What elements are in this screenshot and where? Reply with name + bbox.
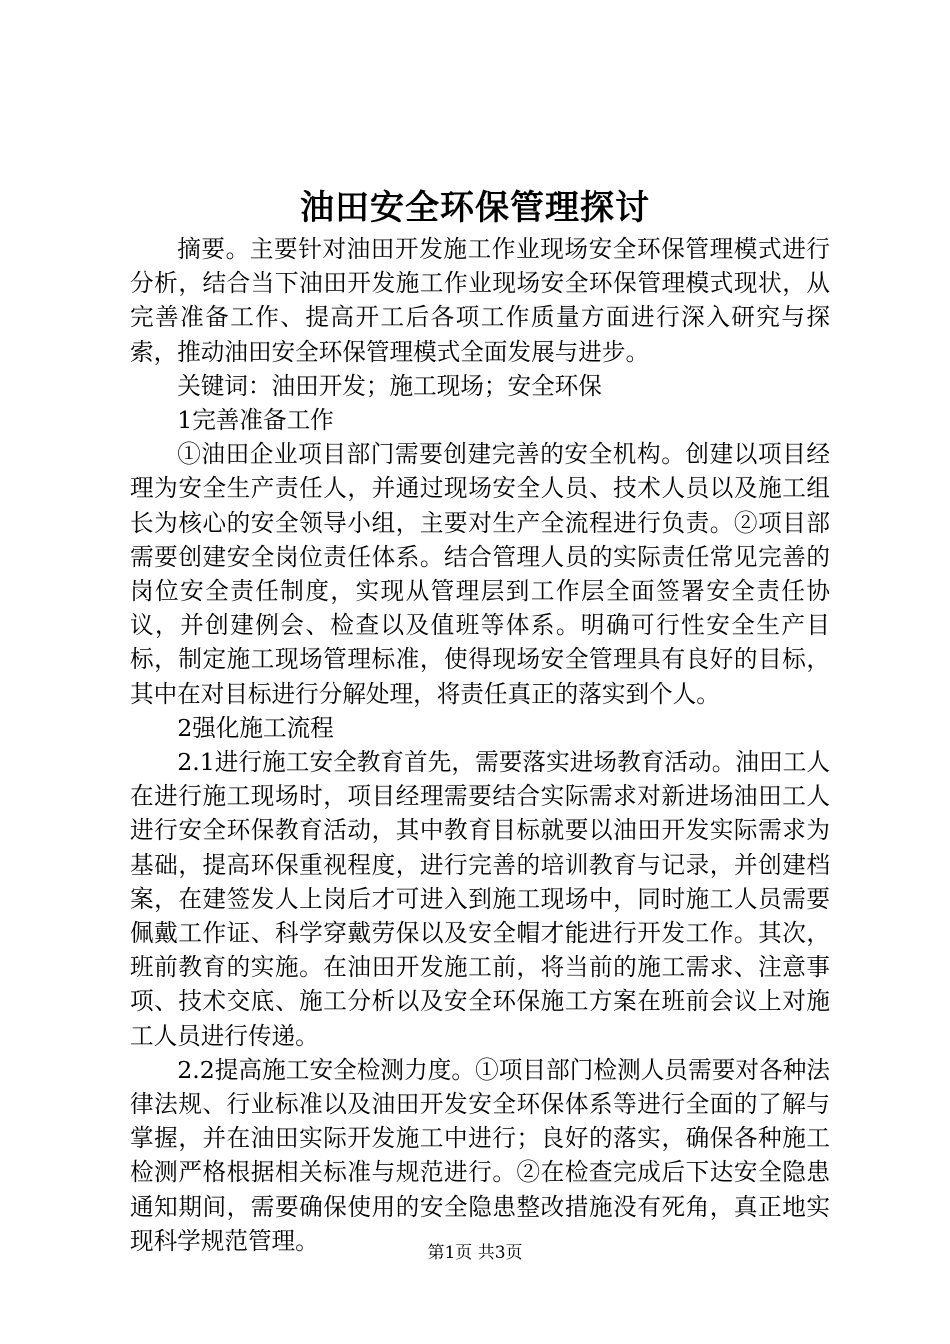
page-footer: 第1页 共3页 — [427, 1243, 523, 1263]
section-2-2-paragraph: 2.2提高施工安全检测力度。①项目部门检测人员需要对各种法律法规、行业标准以及油田开发安全环保体系等进行全面的了解与掌握，并在油田实际开发施工中进行；良好的落实，确保各种施工检测严格根据相关标准与规范进行。②在检查完成后下达安全隐患通知期间，需要确保使用的安全隐患整改措施没有死角，真正地实现科学规范管理。 — [130, 1055, 830, 1255]
section-2-1-paragraph: 2.1进行施工安全教育首先，需要落实进场教育活动。油田工人在进行施工现场时，项目经理需要结合实际需求对新进场油田工人进行安全环保教育活动，其中教育目标就要以油田开发实际需求为基础，提高环保重视程度，进行完善的培训教育与记录，并创建档案，在建签发人上岗后才可进入到施工现场中，同时施工人员需要佩戴工作证、科学穿戴劳保以及安全帽才能进行开发工作。其次，班前教育的实施。在油田开发施工前，将当前的施工需求、注意事项、技术交底、施工分析以及安全环保施工方案在班前会议上对施工人员进行传递。 — [130, 748, 830, 1050]
abstract-paragraph: 摘要。主要针对油田开发施工作业现场安全环保管理模式进行分析，结合当下油田开发施工作业现场安全环保管理模式现状，从完善准备工作、提高开工后各项工作质量方面进行深入研究与探索，推动油田安全环保管理模式全面发展与进步。 — [130, 235, 830, 366]
section-1-paragraph: ①油田企业项目部门需要创建完善的安全机构。创建以项目经理为安全生产责任人，并通过现场安全人员、技术人员以及施工组长为核心的安全领导小组，主要对生产全流程进行负责。②项目部需要创建安全岗位责任体系。结合管理人员的实际责任常见完善的岗位安全责任制度，实现从管理层到工作层全面签署安全责任协议，并创建例会、检查以及值班等体系。明确可行性安全生产目标，制定施工现场管理标准，使得现场安全管理具有良好的目标，其中在对目标进行分解处理，将责任真正的落实到个人。 — [130, 440, 830, 708]
document-body — [130, 232, 830, 1258]
keywords-paragraph: 关键词：油田开发；施工现场；安全环保 — [177, 371, 602, 400]
section-heading-1: 1完善准备工作 — [177, 406, 334, 435]
document-title: 油田安全环保管理探讨 — [300, 188, 650, 228]
section-heading-2: 2强化施工流程 — [177, 713, 334, 742]
